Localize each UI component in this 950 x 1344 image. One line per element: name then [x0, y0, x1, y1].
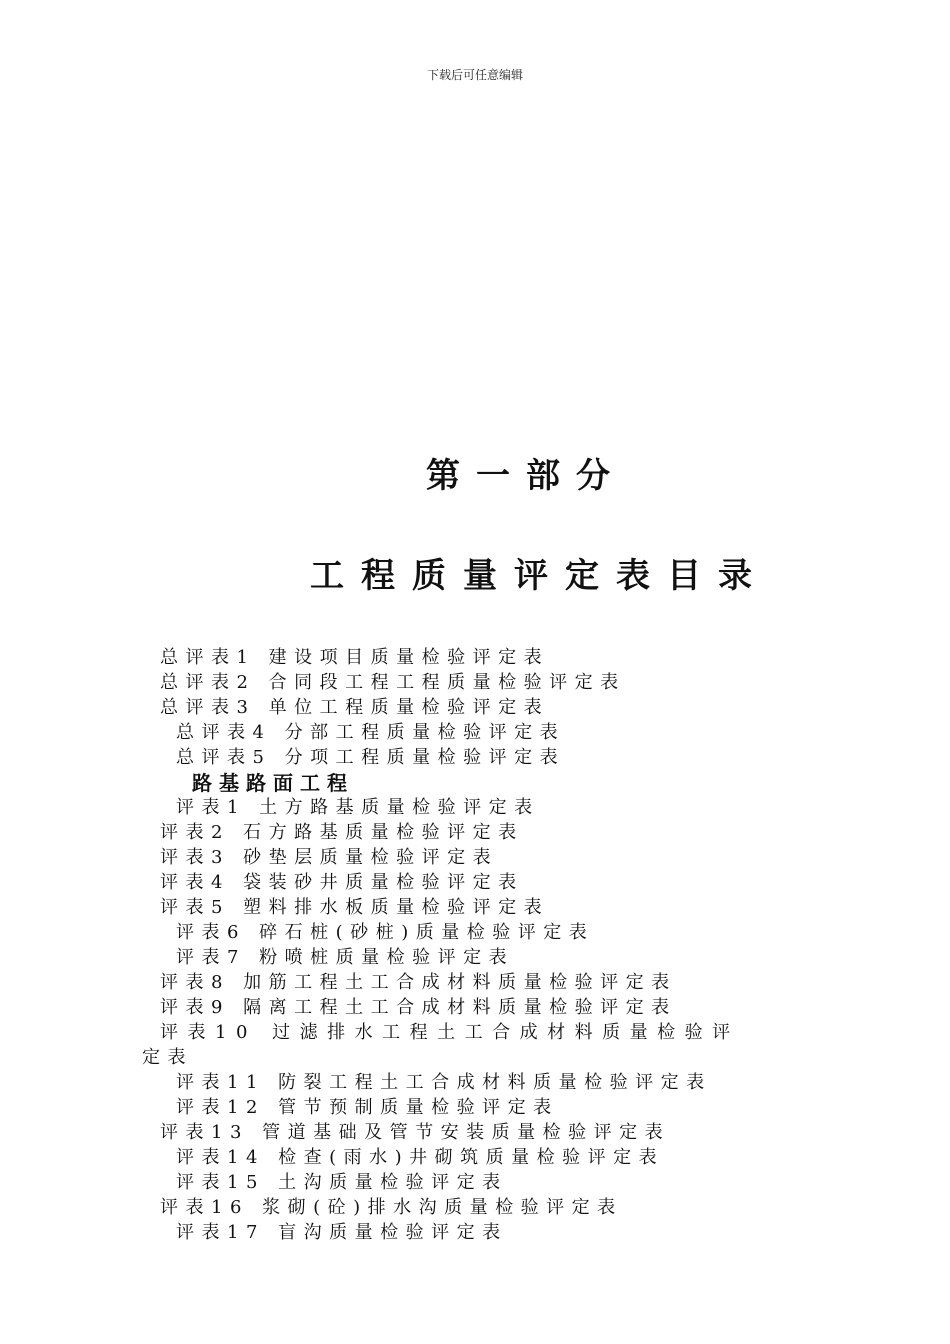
- toc-item-16: 评表16 浆砌(砼)排水沟质量检验评定表: [160, 1197, 623, 1218]
- toc-item-summary-2: 总评表2 合同段工程工程质量检验评定表: [160, 672, 626, 693]
- toc-item-15: 评表15 土沟质量检验评定表: [176, 1172, 508, 1193]
- toc-item-summary-5: 总评表5 分项工程质量检验评定表: [176, 747, 566, 768]
- toc-item-summary-3: 总评表3 单位工程质量检验评定表: [160, 697, 550, 718]
- toc-item-2: 评表2 石方路基质量检验评定表: [160, 822, 524, 843]
- toc-item-9: 评表9 隔离工程土工合成材料质量检验评定表: [160, 997, 677, 1018]
- toc-item-14: 评表14 检查(雨水)井砌筑质量检验评定表: [176, 1147, 665, 1168]
- toc-item-12: 评表12 管节预制质量检验评定表: [176, 1097, 559, 1118]
- toc-item-summary-1: 总评表1 建设项目质量检验评定表: [160, 647, 550, 668]
- toc-item-summary-4: 总评表4 分部工程质量检验评定表: [176, 722, 566, 743]
- toc-item-17: 评表17 盲沟质量检验评定表: [176, 1222, 508, 1243]
- toc-item-13: 评表13 管道基础及管节安装质量检验评定表: [160, 1122, 671, 1143]
- toc-item-10: 评表10 过滤排水工程土工合成材料质量检验评: [160, 1022, 740, 1043]
- toc-item-10-continued: 定表: [142, 1047, 193, 1068]
- toc-item-4: 评表4 袋装砂井质量检验评定表: [160, 872, 524, 893]
- toc-item-8: 评表8 加筋工程土工合成材料质量检验评定表: [160, 972, 677, 993]
- toc-item-1: 评表1 土方路基质量检验评定表: [176, 797, 540, 818]
- toc-item-11: 评表11 防裂工程土工合成材料质量检验评定表: [176, 1072, 712, 1093]
- toc-item-5: 评表5 塑料排水板质量检验评定表: [160, 897, 550, 918]
- catalog-title: 工程质量评定表目录: [310, 556, 769, 596]
- section-heading: 路基路面工程: [192, 771, 354, 795]
- toc-item-7: 评表7 粉喷桩质量检验评定表: [176, 947, 515, 968]
- page-header-note: 下载后可任意编辑: [426, 68, 523, 82]
- toc-item-6: 评表6 碎石桩(砂桩)质量检验评定表: [176, 922, 595, 943]
- part-title: 第一部分: [426, 456, 626, 496]
- toc-item-3: 评表3 砂垫层质量检验评定表: [160, 847, 499, 868]
